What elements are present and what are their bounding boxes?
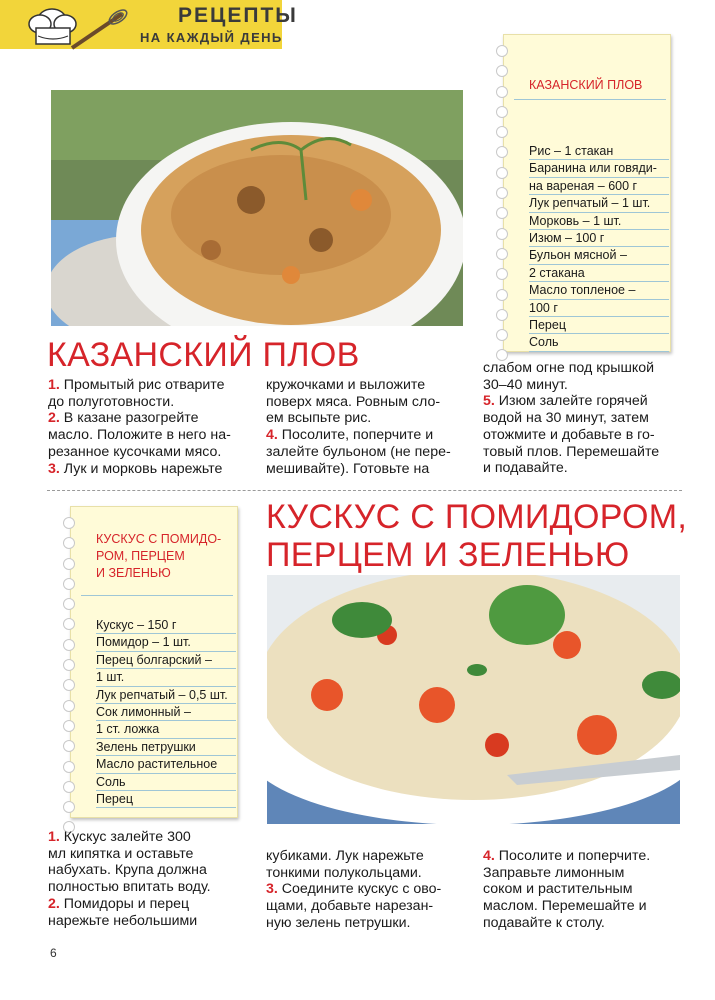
ingredient: Лук репчатый – 0,5 шт. [96, 687, 236, 704]
ingredients-card-pilaf [503, 34, 671, 352]
card-rule [514, 99, 666, 100]
ingredient: Масло топленое – [529, 282, 669, 299]
instruction-line: слабом огне под крышкой [483, 360, 655, 376]
ingredient: Бульон мясной – [529, 247, 669, 264]
instruction-line: водой на 30 минут, затем [483, 410, 649, 427]
ingredient: Рис – 1 стакан [529, 143, 669, 160]
instruction-line: 2. В казане разогрейте [48, 410, 199, 427]
card-rule [81, 595, 233, 596]
ingredient: 100 г [529, 300, 669, 317]
instructions-col-3 [483, 848, 693, 932]
page-number: 6 [50, 946, 57, 960]
ingredient: Соль [96, 774, 236, 791]
instruction-line: залейте бульоном (не пере- [266, 443, 451, 460]
ingredient: Кускус – 150 г [96, 617, 236, 634]
instruction-line: ем всыпьте рис. [266, 410, 372, 427]
card-title: КАЗАНСКИЙ ПЛОВ [529, 78, 643, 92]
instruction-line: полностью впитать воду. [48, 879, 211, 896]
instruction-line: 30–40 минут. [483, 376, 568, 393]
instruction-line: 1. Промытый рис отварите [48, 377, 225, 393]
instructions-col-1 [48, 829, 258, 929]
instruction-line: мл кипятка и оставьте [48, 845, 194, 862]
ingredient: Зелень петрушки [96, 739, 236, 756]
instruction-line: щами, добавьте нарезан- [266, 898, 434, 915]
instruction-line: масло. Положите в него на- [48, 427, 231, 444]
instruction-line: мешивайте). Готовьте на [266, 460, 430, 477]
instruction-line: 5. Изюм залейте горячей [483, 393, 648, 410]
instruction-line: резанное кусочками мясо. [48, 443, 222, 460]
ingredient: 2 стакана [529, 265, 669, 282]
ingredient: на вареная – 600 г [529, 178, 669, 195]
instruction-line: подавайте к столу. [483, 914, 605, 931]
ingredient: Сок лимонный – [96, 704, 236, 721]
instruction-line: 4. Посолите и поперчите. [483, 848, 651, 864]
instruction-line: тонкими полукольцами. [266, 864, 422, 881]
ingredient: 1 ст. ложка [96, 721, 236, 738]
ingredient: Перец [529, 317, 669, 334]
ingredients-list [529, 143, 669, 352]
ingredient: Лук репчатый – 1 шт. [529, 195, 669, 212]
couscous-photo [267, 575, 680, 824]
instruction-line: товый плов. Перемешайте [483, 443, 660, 460]
instruction-line: 3. Лук и морковь нарежьте [48, 460, 223, 477]
instruction-line: до полуготовности. [48, 393, 175, 410]
instruction-line: поверх мяса. Ровным сло- [266, 393, 441, 410]
instruction-line: маслом. Перемешайте и [483, 898, 647, 915]
ingredient: Масло растительное [96, 756, 236, 773]
pilaf-photo [51, 90, 463, 326]
instruction-line: 3. Соедините кускус с ово- [266, 881, 442, 898]
recipe-title-couscous: КУСКУС С ПОМИДОРОМ, ПЕРЦЕМ И ЗЕЛЕНЬЮ [266, 498, 688, 574]
instruction-line: 2. Помидоры и перец [48, 895, 190, 912]
ingredient: Перец [96, 791, 236, 808]
magazine-subtitle: НА КАЖДЫЙ ДЕНЬ [140, 30, 283, 45]
ingredient: Помидор – 1 шт. [96, 634, 236, 651]
instruction-line: набухать. Крупа должна [48, 862, 207, 879]
instructions-col-3 [483, 360, 693, 477]
instruction-line: Заправьте лимонным [483, 864, 625, 881]
instruction-line: и подавайте. [483, 460, 568, 477]
instructions-col-2 [266, 377, 476, 477]
section-divider [47, 490, 682, 491]
ingredient: Изюм – 100 г [529, 230, 669, 247]
instruction-line: 4. Посолите, поперчите и [266, 427, 434, 444]
ingredient: Баранина или говяди- [529, 160, 669, 177]
instruction-line: 1. Кускус залейте 300 [48, 829, 191, 845]
ingredient: 1 шт. [96, 669, 236, 686]
chef-hat-whisk-icon [14, 6, 134, 52]
magazine-title: РЕЦЕПТЫ [178, 4, 298, 27]
instruction-line: кружочками и выложите [266, 377, 426, 393]
instruction-line: ную зелень петрушки. [266, 914, 411, 931]
card-title: КУСКУС С ПОМИДО- РОМ, ПЕРЦЕМ И ЗЕЛЕНЬЮ [96, 532, 222, 580]
ingredient: Морковь – 1 шт. [529, 213, 669, 230]
instruction-line: отожмите и добавьте в го- [483, 426, 655, 443]
instructions-col-1 [48, 377, 258, 477]
instruction-line: кубиками. Лук нарежьте [266, 848, 424, 864]
recipe-title-pilaf: КАЗАНСКИЙ ПЛОВ [47, 336, 360, 374]
ingredient: Перец болгарский – [96, 652, 236, 669]
ingredient: Соль [529, 334, 669, 351]
instructions-col-2 [266, 848, 476, 932]
ingredients-card-couscous [70, 506, 238, 818]
instruction-line: нарежьте небольшими [48, 912, 198, 929]
ingredients-list [96, 617, 236, 808]
instruction-line: соком и растительным [483, 881, 633, 898]
